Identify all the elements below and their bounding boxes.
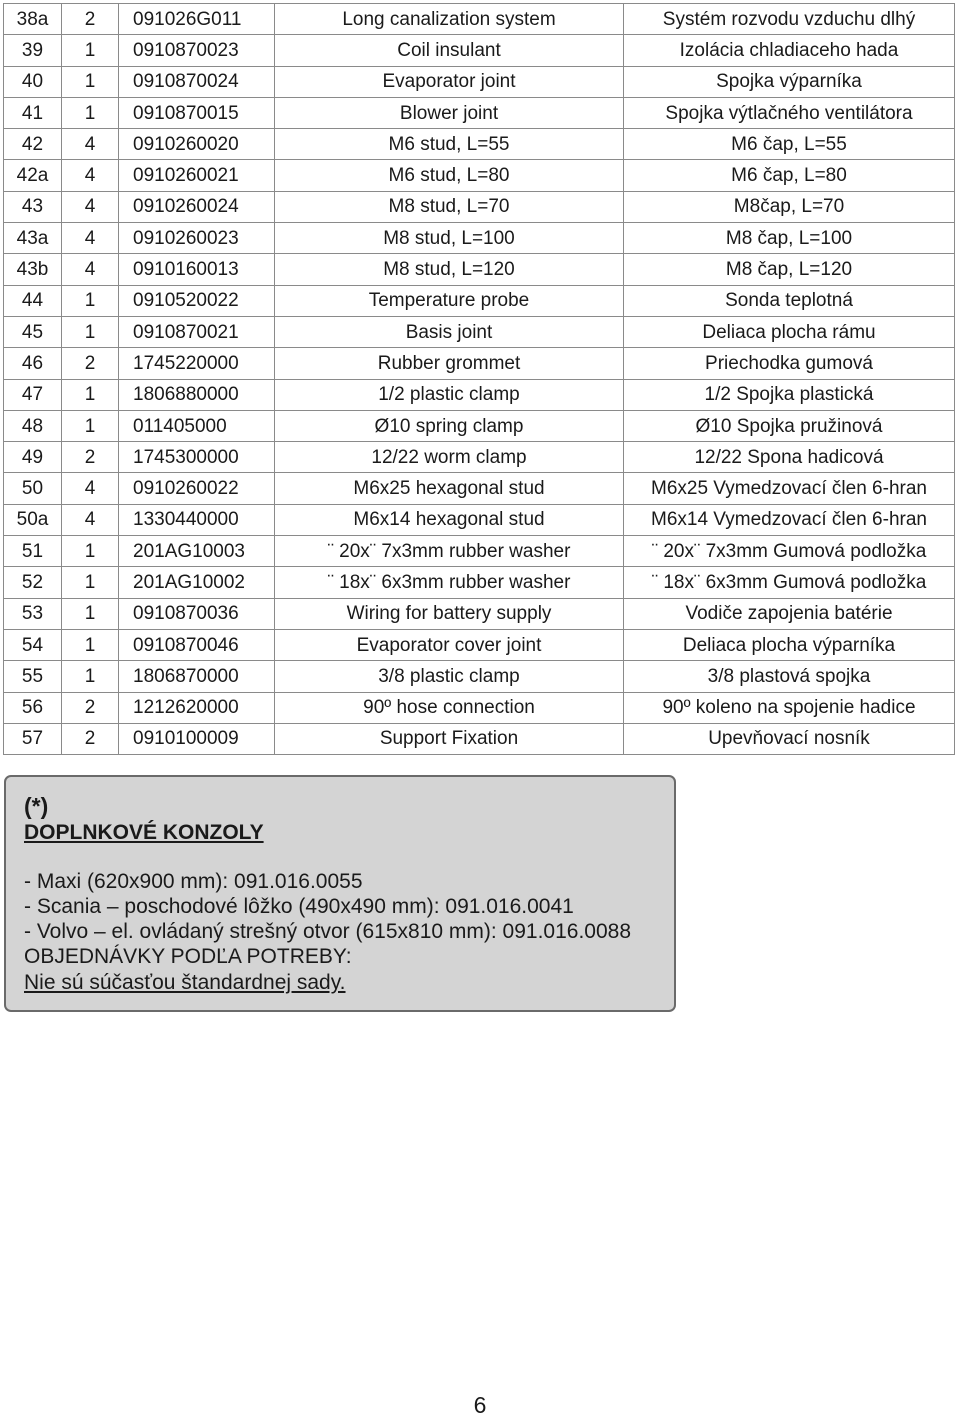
slovak-description-cell: ¨ 18x¨ 6x3mm Gumová podložka	[624, 567, 955, 598]
english-description-cell: Basis joint	[275, 316, 624, 347]
slovak-description-cell: Priechodka gumová	[624, 348, 955, 379]
table-row	[4, 442, 955, 473]
english-description-cell: M8 stud, L=100	[275, 223, 624, 254]
table-row	[4, 66, 955, 97]
position-cell: 41	[4, 97, 62, 128]
table-row	[4, 160, 955, 191]
position-cell: 47	[4, 379, 62, 410]
position-cell: 49	[4, 442, 62, 473]
note-footer: Nie sú súčasťou štandardnej sady.	[24, 971, 346, 994]
quantity-cell: 4	[62, 223, 119, 254]
english-description-cell: Ø10 spring clamp	[275, 410, 624, 441]
slovak-description-cell: M6x14 Vymedzovací člen 6-hran	[624, 504, 955, 535]
english-description-cell: M6x25 hexagonal stud	[275, 473, 624, 504]
slovak-description-cell: M6x25 Vymedzovací člen 6-hran	[624, 473, 955, 504]
position-cell: 50a	[4, 504, 62, 535]
quantity-cell: 1	[62, 35, 119, 66]
position-cell: 38a	[4, 4, 62, 35]
table-row	[4, 692, 955, 723]
position-cell: 44	[4, 285, 62, 316]
part-code-cell: 0910870024	[119, 66, 275, 97]
table-row	[4, 223, 955, 254]
table-row	[4, 473, 955, 504]
slovak-description-cell: ¨ 20x¨ 7x3mm Gumová podložka	[624, 536, 955, 567]
quantity-cell: 1	[62, 410, 119, 441]
english-description-cell: Evaporator joint	[275, 66, 624, 97]
table-row	[4, 598, 955, 629]
part-code-cell: 1330440000	[119, 504, 275, 535]
english-description-cell: M6 stud, L=55	[275, 129, 624, 160]
table-row	[4, 504, 955, 535]
table-row	[4, 348, 955, 379]
part-code-cell: 0910870046	[119, 629, 275, 660]
table-row	[4, 4, 955, 35]
table-row	[4, 129, 955, 160]
table-row	[4, 254, 955, 285]
table-row	[4, 316, 955, 347]
part-code-cell: 0910100009	[119, 723, 275, 754]
position-cell: 46	[4, 348, 62, 379]
position-cell: 40	[4, 66, 62, 97]
part-code-cell: 1745220000	[119, 348, 275, 379]
part-code-cell: 011405000	[119, 410, 275, 441]
quantity-cell: 1	[62, 567, 119, 598]
english-description-cell: ¨ 20x¨ 7x3mm rubber washer	[275, 536, 624, 567]
english-description-cell: Temperature probe	[275, 285, 624, 316]
quantity-cell: 4	[62, 473, 119, 504]
english-description-cell: Rubber grommet	[275, 348, 624, 379]
english-description-cell: M6x14 hexagonal stud	[275, 504, 624, 535]
slovak-description-cell: 90º koleno na spojenie hadice	[624, 692, 955, 723]
quantity-cell: 1	[62, 316, 119, 347]
part-code-cell: 0910520022	[119, 285, 275, 316]
english-description-cell: M8 stud, L=70	[275, 191, 624, 222]
slovak-description-cell: Sonda teplotná	[624, 285, 955, 316]
quantity-cell: 1	[62, 661, 119, 692]
slovak-description-cell: 3/8 plastová spojka	[624, 661, 955, 692]
position-cell: 52	[4, 567, 62, 598]
table-row	[4, 536, 955, 567]
part-code-cell: 0910260021	[119, 160, 275, 191]
english-description-cell: 12/22 worm clamp	[275, 442, 624, 473]
position-cell: 55	[4, 661, 62, 692]
quantity-cell: 4	[62, 191, 119, 222]
position-cell: 43	[4, 191, 62, 222]
parts-table	[3, 3, 955, 755]
quantity-cell: 2	[62, 723, 119, 754]
note-heading: DOPLNKOVÉ KONZOLY	[24, 821, 264, 844]
position-cell: 57	[4, 723, 62, 754]
english-description-cell: Evaporator cover joint	[275, 629, 624, 660]
slovak-description-cell: Izolácia chladiaceho hada	[624, 35, 955, 66]
slovak-description-cell: Deliaca plocha výparníka	[624, 629, 955, 660]
slovak-description-cell: M8 čap, L=120	[624, 254, 955, 285]
quantity-cell: 4	[62, 254, 119, 285]
table-row	[4, 410, 955, 441]
slovak-description-cell: Deliaca plocha rámu	[624, 316, 955, 347]
slovak-description-cell: M6 čap, L=55	[624, 129, 955, 160]
slovak-description-cell: Vodiče zapojenia batérie	[624, 598, 955, 629]
position-cell: 56	[4, 692, 62, 723]
part-code-cell: 0910260020	[119, 129, 275, 160]
slovak-description-cell: 12/22 Spona hadicová	[624, 442, 955, 473]
english-description-cell: M8 stud, L=120	[275, 254, 624, 285]
quantity-cell: 2	[62, 348, 119, 379]
note-line-order: OBJEDNÁVKY PODĽA POTREBY:	[24, 945, 352, 968]
slovak-description-cell: M8 čap, L=100	[624, 223, 955, 254]
part-code-cell: 0910260023	[119, 223, 275, 254]
slovak-description-cell: 1/2 Spojka plastická	[624, 379, 955, 410]
quantity-cell: 2	[62, 4, 119, 35]
part-code-cell: 0910870023	[119, 35, 275, 66]
part-code-cell: 1806870000	[119, 661, 275, 692]
quantity-cell: 2	[62, 442, 119, 473]
part-code-cell: 0910260022	[119, 473, 275, 504]
quantity-cell: 1	[62, 285, 119, 316]
position-cell: 51	[4, 536, 62, 567]
english-description-cell: 3/8 plastic clamp	[275, 661, 624, 692]
note-line-volvo: - Volvo – el. ovládaný strešný otvor (615x810 mm): 091.016.0088	[24, 920, 632, 943]
english-description-cell: M6 stud, L=80	[275, 160, 624, 191]
position-cell: 42	[4, 129, 62, 160]
slovak-description-cell: Systém rozvodu vzduchu dlhý	[624, 4, 955, 35]
table-row	[4, 285, 955, 316]
note-line-scania: - Scania – poschodové lôžko (490x490 mm): 091.016.0041	[24, 895, 574, 918]
table-row	[4, 191, 955, 222]
part-code-cell: 091026G011	[119, 4, 275, 35]
parts-table-body	[4, 4, 955, 755]
english-description-cell: 90º hose connection	[275, 692, 624, 723]
part-code-cell: 1745300000	[119, 442, 275, 473]
english-description-cell: Wiring for battery supply	[275, 598, 624, 629]
slovak-description-cell: M8čap, L=70	[624, 191, 955, 222]
quantity-cell: 1	[62, 379, 119, 410]
english-description-cell: Blower joint	[275, 97, 624, 128]
quantity-cell: 1	[62, 598, 119, 629]
position-cell: 39	[4, 35, 62, 66]
quantity-cell: 1	[62, 97, 119, 128]
english-description-cell: Support Fixation	[275, 723, 624, 754]
english-description-cell: 1/2 plastic clamp	[275, 379, 624, 410]
position-cell: 48	[4, 410, 62, 441]
table-row	[4, 97, 955, 128]
position-cell: 43b	[4, 254, 62, 285]
slovak-description-cell: Ø10 Spojka pružinová	[624, 410, 955, 441]
position-cell: 45	[4, 316, 62, 347]
quantity-cell: 1	[62, 629, 119, 660]
slovak-description-cell: Spojka výtlačného ventilátora	[624, 97, 955, 128]
slovak-description-cell: Spojka výparníka	[624, 66, 955, 97]
table-row	[4, 379, 955, 410]
english-description-cell: ¨ 18x¨ 6x3mm rubber washer	[275, 567, 624, 598]
table-row	[4, 35, 955, 66]
table-row	[4, 661, 955, 692]
position-cell: 42a	[4, 160, 62, 191]
part-code-cell: 201AG10002	[119, 567, 275, 598]
quantity-cell: 4	[62, 504, 119, 535]
part-code-cell: 0910870036	[119, 598, 275, 629]
position-cell: 53	[4, 598, 62, 629]
slovak-description-cell: Upevňovací nosník	[624, 723, 955, 754]
table-row	[4, 567, 955, 598]
slovak-description-cell: M6 čap, L=80	[624, 160, 955, 191]
position-cell: 50	[4, 473, 62, 504]
note-line-maxi: - Maxi (620x900 mm): 091.016.0055	[24, 870, 363, 893]
part-code-cell: 201AG10003	[119, 536, 275, 567]
english-description-cell: Long canalization system	[275, 4, 624, 35]
part-code-cell: 0910870021	[119, 316, 275, 347]
position-cell: 54	[4, 629, 62, 660]
page-number: 6	[473, 1392, 487, 1418]
part-code-cell: 0910260024	[119, 191, 275, 222]
table-row	[4, 723, 955, 754]
part-code-cell: 0910870015	[119, 97, 275, 128]
quantity-cell: 4	[62, 160, 119, 191]
quantity-cell: 1	[62, 536, 119, 567]
quantity-cell: 4	[62, 129, 119, 160]
part-code-cell: 1806880000	[119, 379, 275, 410]
accessory-note-box	[4, 775, 676, 1012]
quantity-cell: 2	[62, 692, 119, 723]
note-asterisk: (*)	[24, 793, 49, 819]
part-code-cell: 0910160013	[119, 254, 275, 285]
table-row	[4, 629, 955, 660]
quantity-cell: 1	[62, 66, 119, 97]
position-cell: 43a	[4, 223, 62, 254]
english-description-cell: Coil insulant	[275, 35, 624, 66]
part-code-cell: 1212620000	[119, 692, 275, 723]
